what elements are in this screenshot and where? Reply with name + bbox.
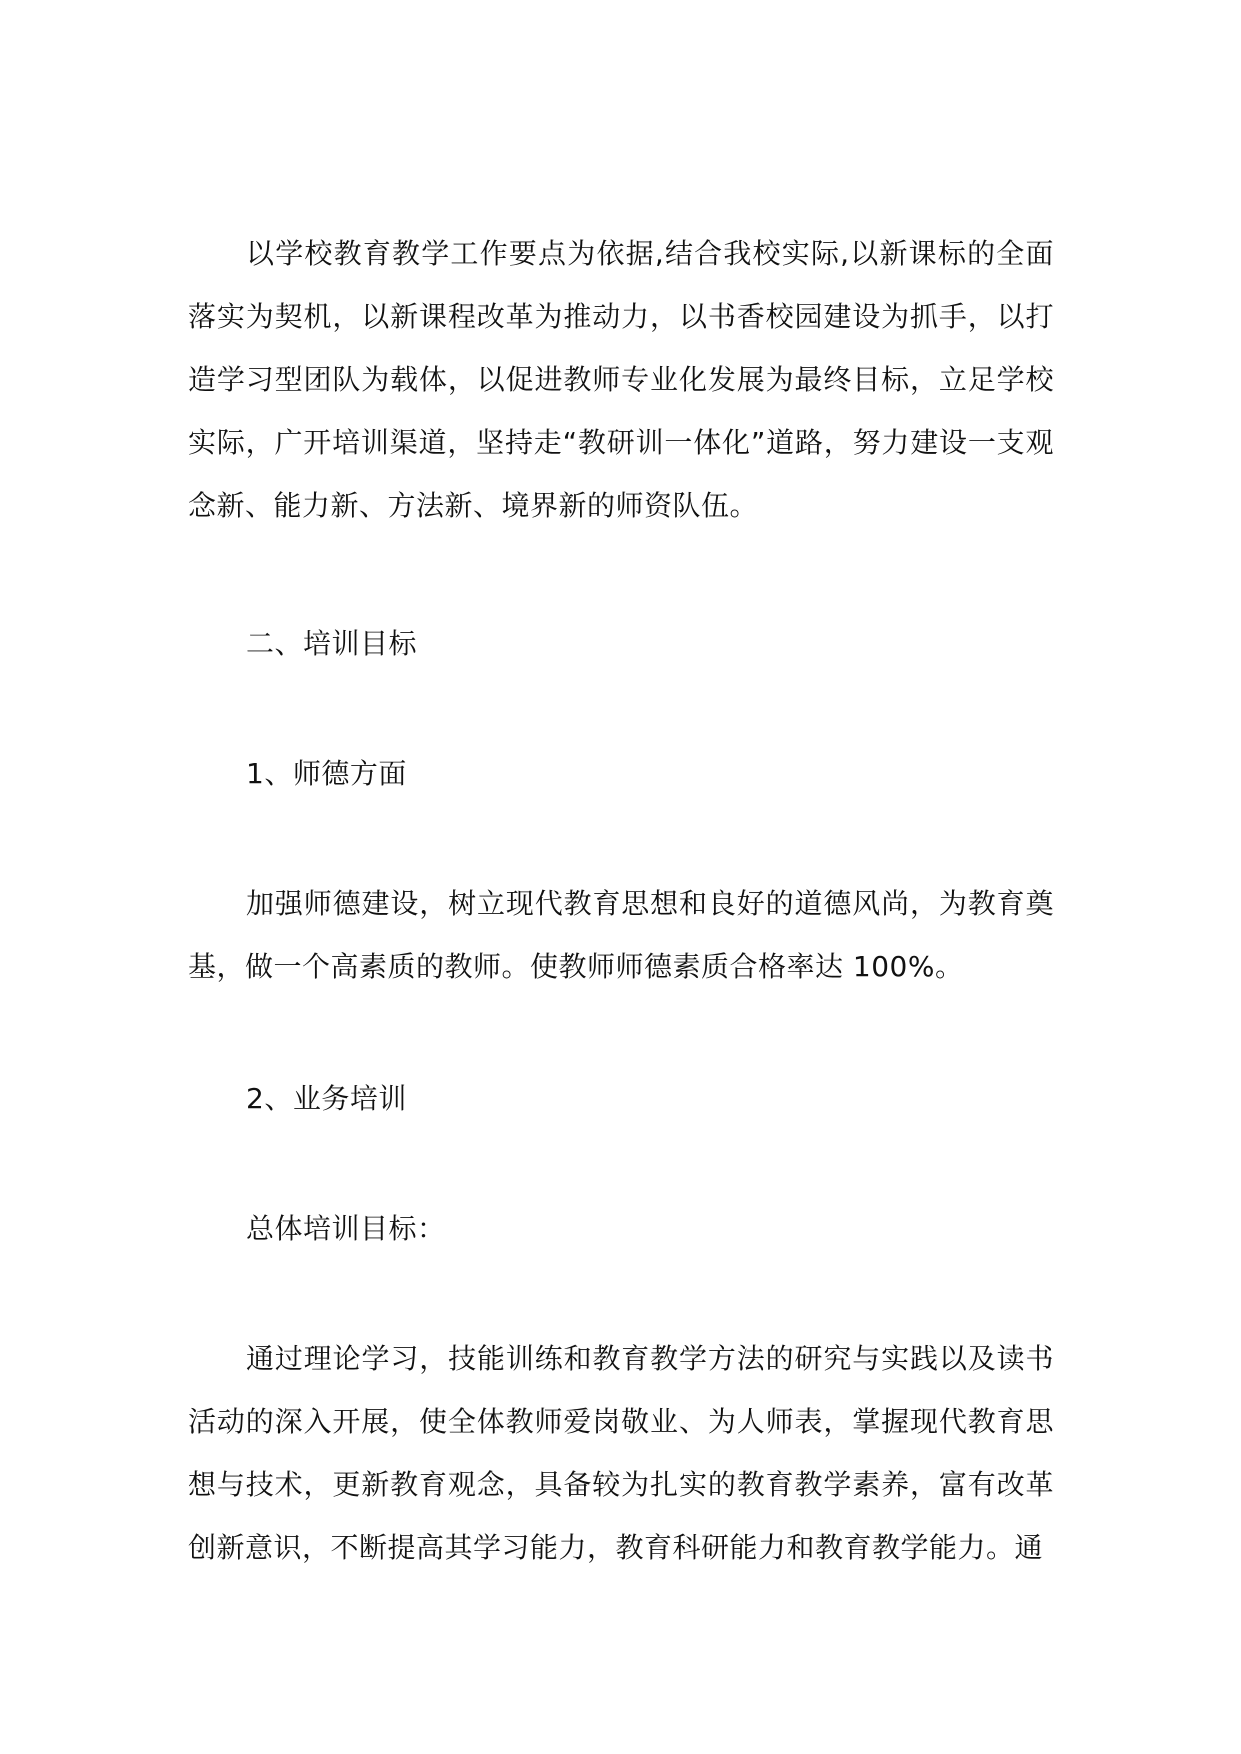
heading-teacher-ethics: 1、师德方面 xyxy=(246,757,407,790)
heading-training-goals: 二、培训目标 xyxy=(246,627,418,660)
paragraph-teacher-ethics: 加强师德建设，树立现代教育思想和良好的道德风尚，为教育奠基，做一个高素质的教师。使教师师德素质合格率达 100%。 xyxy=(188,887,1054,983)
heading-business-training: 2、业务培训 xyxy=(246,1082,407,1115)
paragraph-guiding-ideology: 以学校教育教学工作要点为依据,结合我校实际,以新课标的全面落实为契机，以新课程改革为推动力，以书香校园建设为抓手，以打造学习型团队为载体，以促进教师专业化发展为最终目标，立足学校实际，广开培训渠道，坚持走“教研训一体化”道路，努力建设一支观念新、能力新、方法新、境界新的师资队伍。 xyxy=(188,237,1054,522)
paragraph-overall-goals: 通过理论学习，技能训练和教育教学方法的研究与实践以及读书活动的深入开展，使全体教师爱岗敬业、为人师表，掌握现代教育思想与技术，更新教育观念，具备较为扎实的教育教学素养，富有改革创新意识，不断提高其学习能力，教育科研能力和教育教学能力。通 xyxy=(188,1342,1054,1564)
heading-overall-goals: 总体培训目标： xyxy=(246,1212,446,1245)
